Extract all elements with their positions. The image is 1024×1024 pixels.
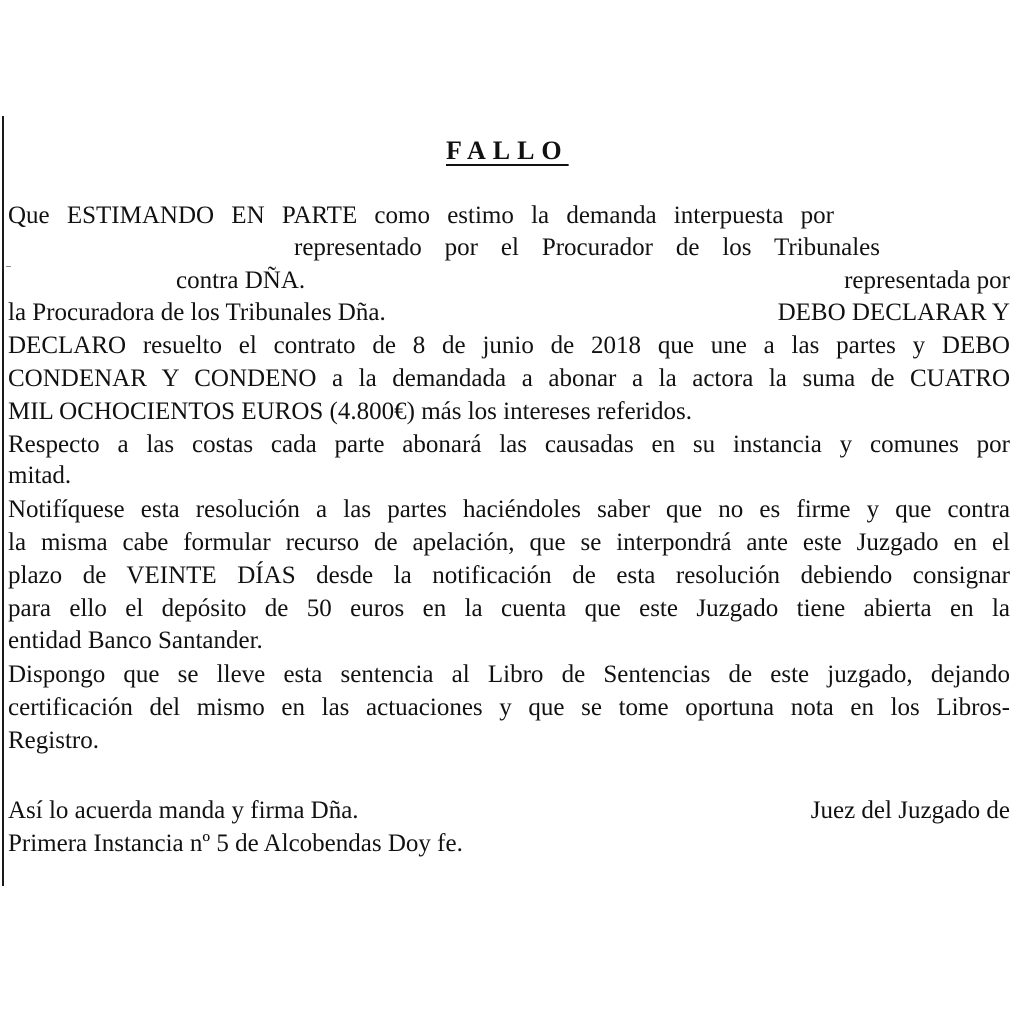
text-line: CONDENAR Y CONDENO a la demandada a abonar a la actora la suma de CUATRO bbox=[8, 365, 1010, 392]
text-segment: contra DÑA. bbox=[176, 267, 306, 294]
text-line: Que ESTIMANDO EN PARTE como estimo la demanda interpuesta por bbox=[8, 202, 834, 229]
text-line bbox=[8, 265, 1010, 297]
text-segment: DEBO DECLARAR Y bbox=[777, 299, 1010, 326]
text-segment: Así lo acuerda manda y firma Dña. bbox=[8, 797, 359, 824]
text-line bbox=[8, 795, 1010, 827]
text-line: MIL OCHOCIENTOS EUROS (4.800€) más los intereses referidos. bbox=[8, 398, 692, 425]
text-line: plazo de VEINTE DÍAS desde la notificación de esta resolución debiendo consignar bbox=[8, 562, 1010, 589]
text-line: entidad Banco Santander. bbox=[8, 627, 263, 654]
text-line: Dispongo que se lleve esta sentencia al Libro de Sentencias de este juzgado, dejando bbox=[8, 661, 1010, 688]
text-line: Notifíquese esta resolución a las partes haciéndoles saber que no es firme y que contra bbox=[8, 496, 1010, 523]
text-line: la misma cabe formular recurso de apelación, que se interpondrá ante este Juzgado en el bbox=[8, 529, 1010, 556]
text-line bbox=[8, 232, 1010, 264]
text-segment: representada por bbox=[844, 267, 1010, 294]
text-segment: la Procuradora de los Tribunales Dña. bbox=[8, 299, 386, 326]
document-title: FALLO bbox=[446, 136, 569, 165]
text-line: mitad. bbox=[8, 462, 72, 489]
text-line: certificación del mismo en las actuaciones y que se tome oportuna nota en los Libros- bbox=[8, 694, 1010, 721]
text-line: DECLARO resuelto el contrato de 8 de junio de 2018 que une a las partes y DEBO bbox=[8, 332, 1010, 359]
text-line bbox=[8, 297, 1010, 329]
text-segment: representado por el Procurador de los Tribunales bbox=[294, 234, 880, 261]
text-line: Registro. bbox=[8, 727, 99, 754]
text-line: Primera Instancia nº 5 de Alcobendas Doy fe. bbox=[8, 830, 463, 857]
text-line: para ello el depósito de 50 euros en la cuenta que este Juzgado tiene abierta en la bbox=[8, 595, 1010, 622]
text-line: Respecto a las costas cada parte abonará las causadas en su instancia y comunes por bbox=[8, 431, 1010, 458]
margin-rule bbox=[2, 116, 4, 886]
text-segment: Juez del Juzgado de bbox=[810, 797, 1010, 824]
